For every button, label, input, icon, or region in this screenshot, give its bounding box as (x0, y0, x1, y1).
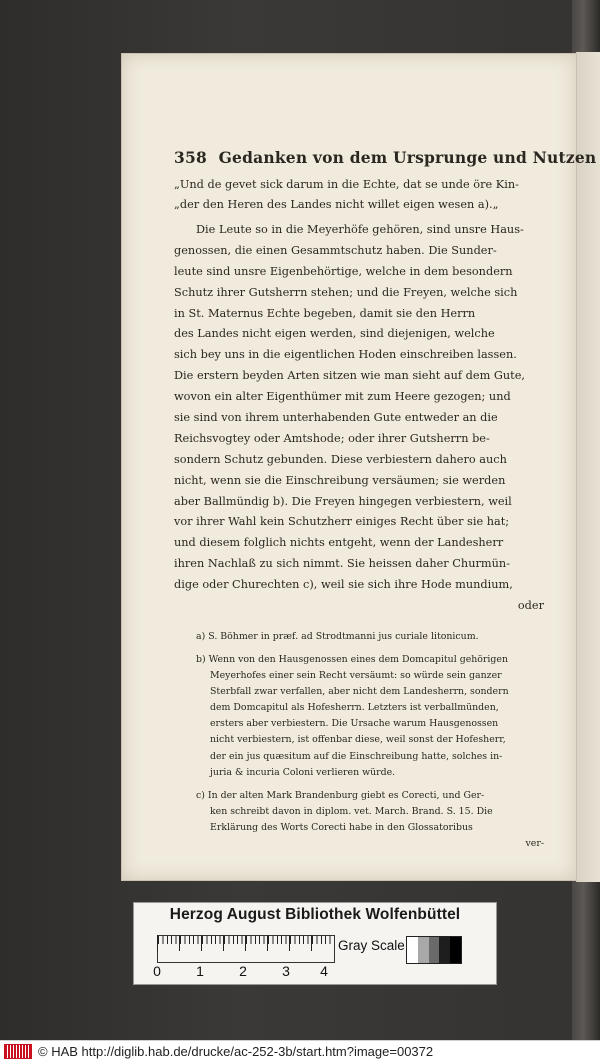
hab-logo-icon (4, 1044, 32, 1059)
body-line: Reichsvogtey oder Amtshode; oder ihrer Gutsherrn be- (174, 431, 490, 445)
page-header (174, 148, 597, 167)
running-title: Gedanken von dem Ursprunge und Nutzen (218, 148, 597, 167)
quote-line: „Und de gevet sick darum in die Echte, dat se unde öre Kin- (174, 178, 519, 191)
body-line: sie sind von ihrem unterhabenden Gute entweder an die (174, 411, 498, 425)
quote-block (174, 175, 544, 214)
footnote-line: juria & incuria Coloni verlieren würde. (210, 766, 396, 778)
color-scale-card (133, 902, 497, 985)
status-bar-text[interactable]: © HAB http://diglib.hab.de/drucke/ac-252-3b/start.htm?image=00372 (38, 1044, 434, 1059)
ruler-label: 0 (153, 963, 161, 979)
body-line: des Landes nicht eigen werden, sind diejenigen, welche (174, 327, 495, 341)
body-line: genossen, die einen Gesammtschutz haben. Die Sunder- (174, 243, 497, 257)
body-line: in St. Maternus Echte begeben, damit sie den Herrn (174, 306, 476, 320)
quote-line: „der den Heren des Landes nicht willet eigen wesen a).„ (174, 197, 499, 211)
footnote-a: a) S. Böhmer in præf. ad Strodtmanni jus curiale litonicum. (196, 630, 479, 642)
body-line: sondern Schutz gebunden. Diese verbiestern dahero auch (174, 452, 507, 466)
ruler-label: 2 (239, 963, 247, 979)
footnote-b: b) Wenn von den Hausgenossen eines dem Domcapitul gehörigen (196, 654, 508, 666)
body-line: Die Leute so in die Meyerhöfe gehören, sind unsre Haus- (196, 223, 524, 236)
body-line: leute sind unsre Eigenbehörtige, welche in dem besondern (174, 264, 513, 278)
body-line: Schutz ihrer Gutsherrn stehen; und die Freyen, welche sich (174, 285, 518, 299)
catchword: oder (517, 599, 544, 613)
library-name: Herzog August Bibliothek Wolfenbüttel (169, 906, 461, 923)
gray-scale-bar (406, 936, 462, 964)
footnote-c: c) In der alten Mark Brandenburg giebt es Corecti, und Ger- (196, 789, 485, 801)
ruler-label: 1 (196, 963, 204, 979)
footnote-line: Erklärung des Worts Corecti habe in den Glossatoribus (210, 821, 473, 833)
body-line: vor ihrer Wahl kein Schutzherr einiges Recht über sie hat; (174, 515, 510, 529)
footnote-line: Sterbfall zwar verfallen, aber nicht dem Landesherrn, sondern (210, 686, 509, 698)
footnote-line: Meyerhofes einer sein Recht versäumt: so würde sein ganzer (210, 670, 502, 682)
footnote-line: dem Domcapitul als Hofesherrn. Letzters ist verballmünden, (210, 702, 499, 714)
footnotes (174, 629, 544, 852)
gray-scale-label: Gray Scale (338, 938, 405, 953)
book-page (122, 54, 597, 880)
ruler-label: 3 (282, 963, 290, 979)
gray-swatch (407, 937, 418, 963)
body-line: sich bey uns in die eigentlichen Hoden einschreiben lassen. (174, 348, 517, 362)
body-line: Die erstern beyden Arten sitzen wie man sieht auf dem Gute, (174, 369, 526, 383)
footnote-catchword: ver- (525, 838, 544, 850)
footnote-line: nicht verbiestern, ist offenbar diese, weil sonst der Hofesherr, (210, 734, 506, 746)
adjacent-page-edge (576, 52, 600, 882)
body-line: dige oder Churechten c), weil sie sich ihre Hode mundium, (174, 578, 513, 592)
body-line: wovon ein alter Eigenthümer mit zum Heere gezogen; und (174, 390, 511, 404)
page-text-block (174, 148, 597, 852)
gray-swatch (450, 937, 461, 963)
body-line: und diesem folglich nichts entgeht, wenn der Landesherr (174, 536, 504, 550)
status-bar (0, 1040, 600, 1062)
footnote-line: ersters aber verbiestern. Die Ursache warum Hausgenossen (210, 718, 499, 730)
gray-swatch (439, 937, 450, 963)
gray-swatch (418, 937, 429, 963)
body-line: aber Ballmündig b). Die Freyen hingegen verbiestern, weil (174, 494, 512, 508)
ruler-label: 4 (320, 963, 328, 979)
body-paragraph (174, 220, 544, 617)
gray-swatch (429, 937, 440, 963)
footnote-line: ken schreibt davon in diplom. vet. March. Brand. S. 15. Die (210, 805, 493, 817)
footnote-line: der ein jus quæsitum auf die Einschreibung hatte, solches in- (210, 750, 503, 762)
ruler-major-ticks (157, 935, 333, 951)
body-line: nicht, wenn sie die Einschreibung versäumen; sie werden (174, 473, 506, 487)
body-line: ihren Nachlaß zu sich nimmt. Sie heissen daher Churmün- (174, 557, 510, 571)
page-number: 358 (174, 148, 207, 167)
